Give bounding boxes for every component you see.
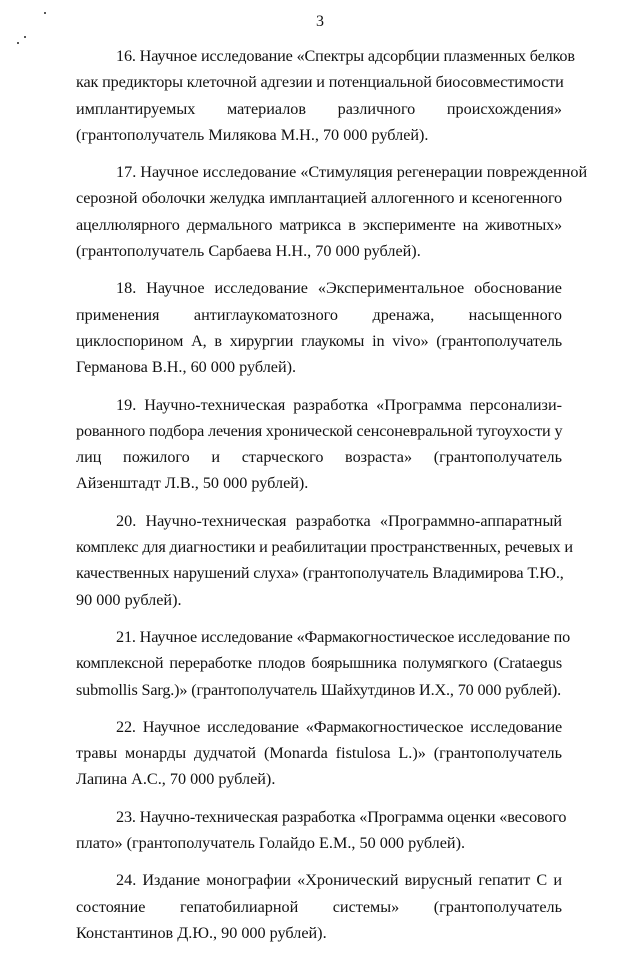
grant-item-17 bbox=[76, 159, 588, 264]
grant-text-line: 23. Научно-техническая разработка «Программа оценки «весового bbox=[116, 807, 567, 826]
grant-item-23 bbox=[76, 804, 567, 857]
grant-item-20 bbox=[76, 508, 573, 613]
grant-text-line: (грантополучатель Милякова М.Н., 70 000 рублей). bbox=[76, 125, 429, 144]
grant-text-line: 18. Научное исследование «Экспериментальное обоснование bbox=[116, 279, 562, 298]
grant-text-line: имплантируемых материалов различного происхождения» bbox=[76, 99, 562, 118]
scan-speck bbox=[17, 42, 19, 44]
grant-text-line: 16. Научное исследование «Спектры адсорбции плазменных белков bbox=[116, 47, 575, 65]
grant-text-line: травы монарды дудчатой (Monarda fistulosa L.)» (грантополучатель bbox=[76, 744, 562, 763]
grant-text-line: 19. Научно-техническая разработка «Программа персонализи- bbox=[116, 395, 562, 414]
grant-text-line: submollis Sarg.)» (грантополучатель Шайхутдинов И.Х., 70 000 рублей). bbox=[76, 680, 561, 699]
grant-text-line: 90 000 рублей). bbox=[76, 590, 182, 609]
grant-text-line: комплекс для диагностики и реабилитации пространственных, речевых и bbox=[76, 538, 573, 557]
grant-text-line: плато» (грантополучатель Голайдо Е.М., 50 000 рублей). bbox=[76, 834, 466, 853]
grant-text-line: серозной оболочки желудка имплантацией аллогенного и ксеногенного bbox=[76, 189, 562, 208]
grant-text-line: (грантополучатель Сарбаева Н.Н., 70 000 рублей). bbox=[76, 242, 421, 261]
grant-item-18 bbox=[76, 275, 562, 380]
grant-text-line: 17. Научное исследование «Стимуляция регенерации поврежденной bbox=[116, 163, 588, 182]
scan-speck bbox=[44, 12, 46, 14]
grant-text-line: качественных нарушений слуха» (грантополучатель Владимирова Т.Ю., bbox=[76, 564, 564, 583]
grant-item-21 bbox=[76, 624, 571, 703]
grant-text-line: 21. Научное исследование «Фармакогностическое исследование по bbox=[116, 627, 571, 646]
grant-text-line: лиц пожилого и старческого возраста» (грантополучатель bbox=[76, 448, 562, 467]
grant-item-22 bbox=[76, 714, 562, 793]
grant-text-line: Константинов Д.Ю., 90 000 рублей). bbox=[76, 923, 327, 942]
grant-text-line: 22. Научное исследование «Фармакогностическое исследование bbox=[116, 717, 562, 736]
grant-text-line: Лапина А.С., 70 000 рублей). bbox=[76, 770, 276, 789]
grant-text-line: применения антиглаукоматозного дренажа, насыщенного bbox=[76, 305, 562, 324]
grant-text-line: Айзенштадт Л.В., 50 000 рублей). bbox=[76, 474, 309, 493]
grant-text-line: Германова В.Н., 60 000 рублей). bbox=[76, 358, 297, 377]
scan-speck bbox=[24, 36, 26, 38]
grant-text-line: ацеллюлярного дермального матрикса в эксперименте на животных» bbox=[76, 215, 562, 234]
grant-text-line: как предикторы клеточной адгезии и потенциальной биосовместимости bbox=[76, 73, 564, 92]
grant-item-19 bbox=[76, 392, 562, 497]
grant-text-line: комплексной переработке плодов боярышника полумягкого (Crataegus bbox=[76, 654, 562, 673]
grant-text-line: 20. Научно-техническая разработка «Программно-аппаратный bbox=[116, 511, 562, 530]
page-number: 3 bbox=[316, 13, 324, 30]
grant-text-line: рованного подбора лечения хронической сенсоневральной тугоухости у bbox=[76, 421, 563, 440]
grant-text-line: циклоспорином А, в хирургии глаукомы in vivo» (грантополучатель bbox=[76, 331, 562, 350]
grant-text-line: состояние гепатобилиарной системы» (грантополучатель bbox=[76, 897, 562, 916]
grant-item-16 bbox=[76, 43, 575, 148]
grant-item-24 bbox=[76, 867, 562, 946]
grant-list bbox=[76, 43, 588, 957]
grant-text-line: 24. Издание монографии «Хронический вирусный гепатит С и bbox=[116, 871, 562, 890]
